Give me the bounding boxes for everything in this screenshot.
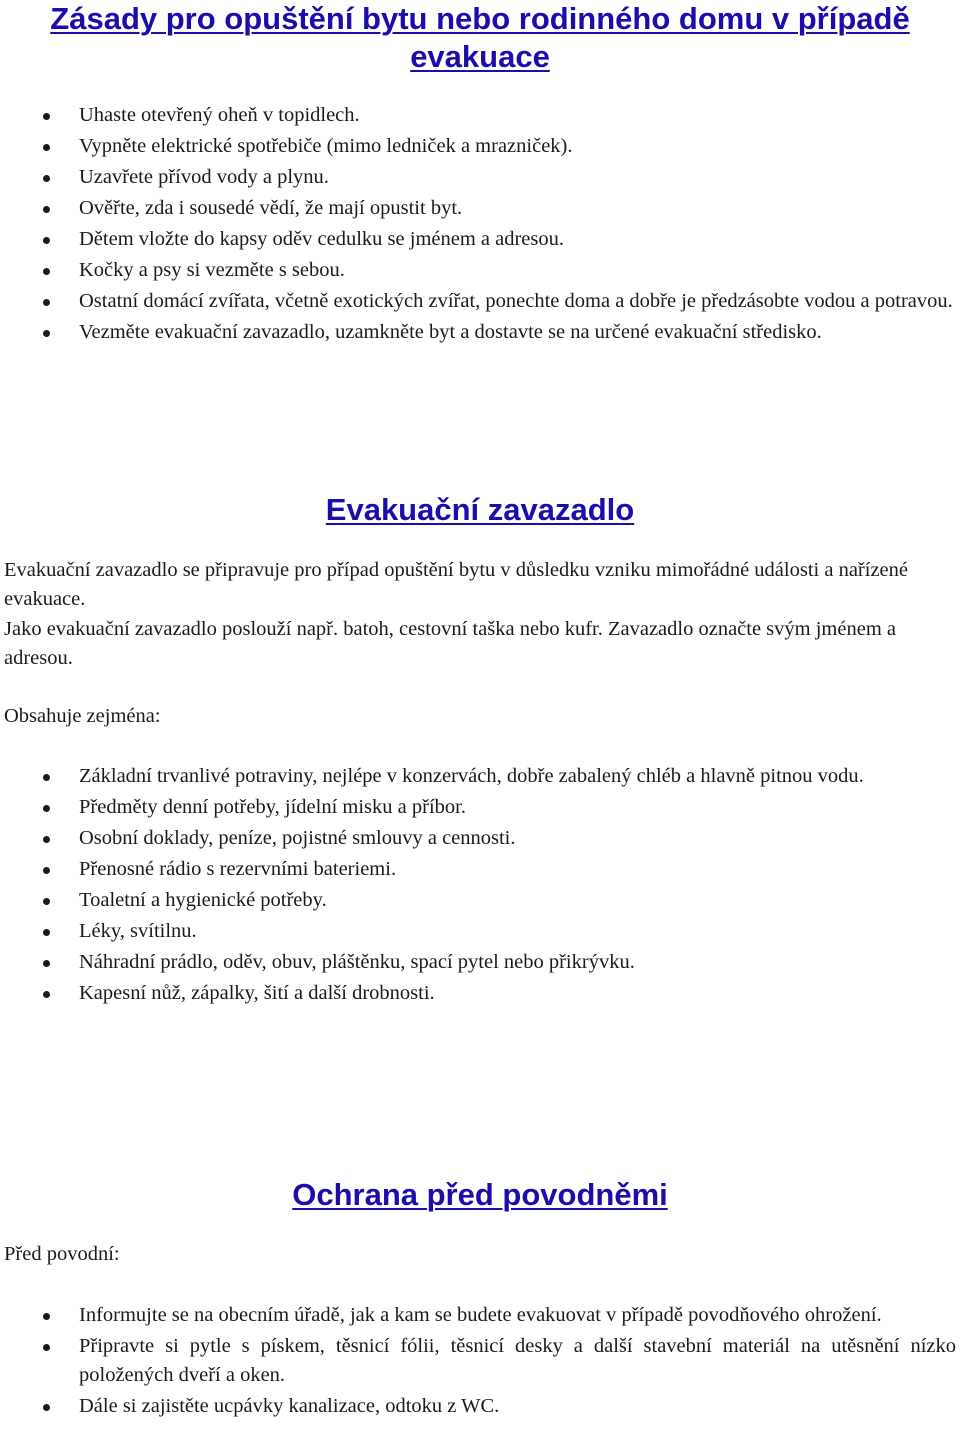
bullet-icon: [43, 1313, 50, 1320]
bullet-icon: [43, 237, 50, 244]
bullet-icon: [43, 113, 50, 120]
bullet-icon: [43, 960, 50, 967]
bullet-icon: [43, 144, 50, 151]
bullet-icon: [43, 898, 50, 905]
list-item: Vypněte elektrické spotřebiče (mimo ledniček a mrazniček).: [0, 132, 960, 161]
bullet-icon: [43, 929, 50, 936]
luggage-type-paragraph: Jako evakuační zavazadlo poslouží např. batoh, cestovní taška nebo kufr. Zavazadlo označte svým jménem a adresou.: [4, 618, 896, 669]
list-item: Osobní doklady, peníze, pojistné smlouvy a cennosti.: [0, 824, 960, 853]
bullet-icon: [43, 805, 50, 812]
list-item: Informujte se na obecním úřadě, jak a kam se budete evakuovat v případě povodňového ohrožení.: [0, 1301, 960, 1330]
section-heading-flood-protection: Ochrana před povodněmi: [292, 1177, 668, 1212]
bullet-icon: [43, 268, 50, 275]
list-item: Toaletní a hygienické potřeby.: [0, 886, 960, 915]
list-item: Kočky a psy si vezměte s sebou.: [0, 256, 960, 285]
bullet-icon: [43, 836, 50, 843]
bullet-icon: [43, 299, 50, 306]
list-item: Ostatní domácí zvířata, včetně exotických zvířat, ponechte doma a dobře je předzásobte vodou a potravou.: [0, 287, 960, 316]
list-item: Vezměte evakuační zavazadlo, uzamkněte byt a dostavte se na určené evakuační středisko.: [0, 318, 960, 347]
bullet-icon: [43, 867, 50, 874]
flood-preparation-list: [0, 1301, 960, 1423]
list-item: Dětem vložte do kapsy oděv cedulku se jménem a adresou.: [0, 225, 960, 254]
list-item: Dále si zajistěte ucpávky kanalizace, odtoku z WC.: [0, 1392, 960, 1421]
bullet-icon: [43, 206, 50, 213]
bullet-icon: [43, 1344, 50, 1351]
list-item: Přenosné rádio s rezervními bateriemi.: [0, 855, 960, 884]
list-item: Uhaste otevřený oheň v topidlech.: [0, 101, 960, 130]
bullet-icon: [43, 330, 50, 337]
list-item: Kapesní nůž, zápalky, šití a další drobnosti.: [0, 979, 960, 1008]
list-item: Náhradní prádlo, oděv, obuv, pláštěnku, spací pytel nebo přikrývku.: [0, 948, 960, 977]
list-item: Ověřte, zda i sousedé vědí, že mají opustit byt.: [0, 194, 960, 223]
list-item: Léky, svítilnu.: [0, 917, 960, 946]
list-item: Předměty denní potřeby, jídelní misku a příbor.: [0, 793, 960, 822]
luggage-contents-list: [0, 762, 960, 1010]
bullet-icon: [43, 1404, 50, 1411]
bullet-icon: [43, 774, 50, 781]
bullet-icon: [43, 175, 50, 182]
list-item: Základní trvanlivé potraviny, nejlépe v konzervách, dobře zabalený chléb a hlavně pitnou vodu.: [0, 762, 960, 791]
before-flood-label: Před povodní:: [4, 1243, 120, 1265]
list-item: Uzavřete přívod vody a plynu.: [0, 163, 960, 192]
luggage-intro-paragraph: Evakuační zavazadlo se připravuje pro případ opuštění bytu v důsledku vzniku mimořádné události a nařízené evakuace.: [4, 559, 908, 610]
luggage-contents-label: Obsahuje zejména:: [4, 705, 161, 727]
section-heading-evacuation-rules: Zásady pro opuštění bytu nebo rodinného domu v případě evakuace: [50, 1, 910, 74]
section-heading-evacuation-luggage: Evakuační zavazadlo: [325, 492, 635, 527]
list-item: Připravte si pytle s pískem, těsnicí fólii, těsnicí desky a další stavební materiál na utěsnění nízko položených dveří a oken.: [0, 1332, 960, 1390]
bullet-icon: [43, 991, 50, 998]
evacuation-rules-list: [0, 101, 960, 349]
